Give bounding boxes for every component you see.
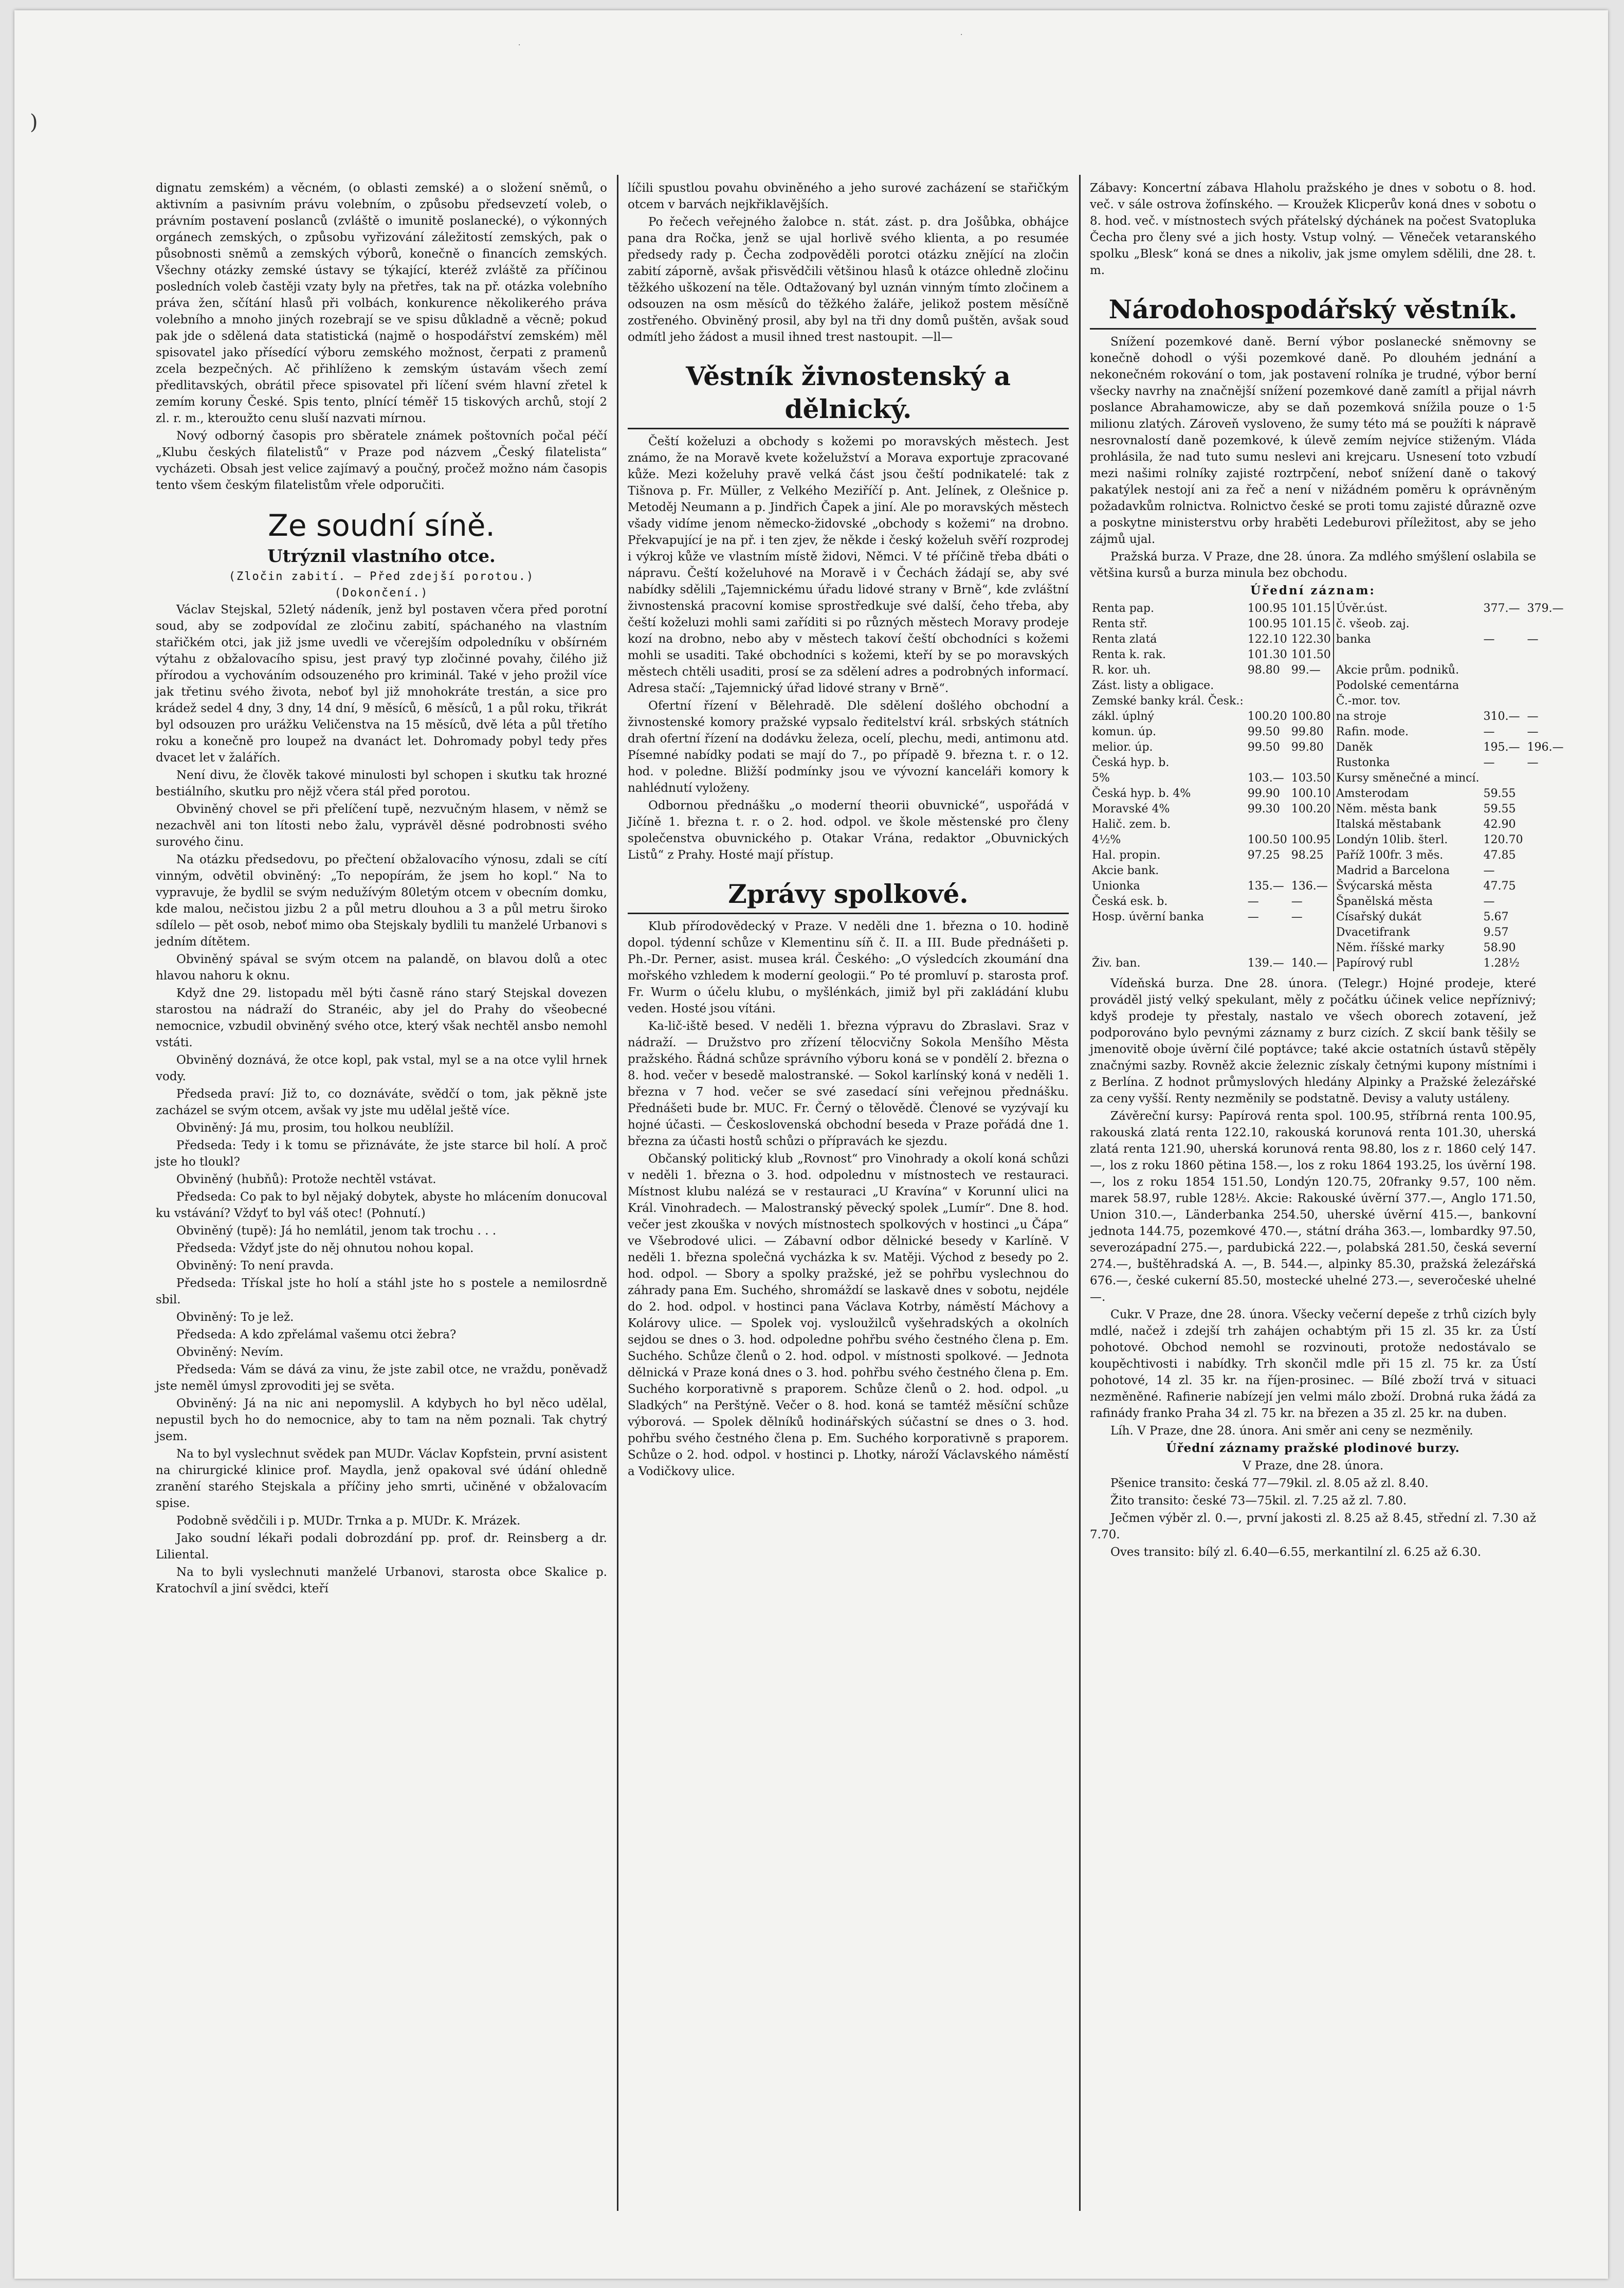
rates-cell [1525, 925, 1566, 940]
column-1 [156, 180, 607, 2226]
paragraph: Obviněný (hubňů): Protože nechtěl vstávat. [176, 1173, 436, 1186]
paragraph: Na to byli vyslechnuti manželé Urbanovi, starosta obce Skalice p. Kratochvíl a jiní svědci, kteří [156, 1566, 607, 1595]
rates-cell: 100.95 [1291, 833, 1331, 846]
paragraph: Předseda praví: Již to, co doznáváte, svědčí o tom, jak pěkně jste zacházel se svým otcem, avšak vy jste mu udělal ještě více. [156, 1087, 607, 1117]
rates-cell [1246, 863, 1289, 879]
rates-row [1090, 647, 1565, 663]
rates-cell: 140.— [1291, 957, 1328, 970]
section-heading: Věstník živnostenský a dělnický. [628, 360, 1069, 429]
rates-row [1090, 910, 1565, 925]
paragraph: Obviněný: Já na nic ani nepomyslil. A kdybych ho byl něco udělal, nepustil bych ho do nemocnice, aby to tam na něm poznali. Tak chytrý jsem. [156, 1397, 607, 1443]
rates-cell [1289, 678, 1334, 694]
paragraph: Čeští koželuzi a obchody s kožemi po moravských městech. Jest známo, že na Moravě kvete koželužství a Morava exportuje zpracované kůže. Mezi koželuhy pravě velká část jsou čeští podnikatelé: tak z Tišnova p. Fr. Müller, z Velkého Meziříčí p. Ant. Jelínek, z Olešnice p. Metoděj Neumann a p. Jindřich Čapek a jiní. Ale po moravských městech všady vidíme jenom německo-židovské „obchody s kožemi“ na drobno. Překvapující je na př. i ten zjev, že někde i český koželuh svěří rozprodej i výkroj kůže ve vlastním místě židovi, Němci. V té příčině třeba dbáti o nápravu. Čeští koželuhové na Moravě i v Čechách žádají se, aby své nabídky sdělili „Tajemnickému úřadu lidové strany v Brně“, kde zvláštní živnostenská pracovní komise sprostředkuje své další, čeho třeba, aby čeští koželuzi mohli sami zaříditi si po různých městech Moravy prodeje kozí na drobno, nebo aby v městech takoví čeští obchodníci s kožemi mohli se usaditi. Také obchodníci s kožemi, kteří by se po moravských městech chtěli usaditi, prosí se za sdělení adres a podrobných informací. Adresa stačí: „Tajemnický úřad lidové strany v Brně“. [628, 435, 1069, 695]
rates-cell: 101.30 [1247, 648, 1287, 661]
rates-cell: 47.75 [1483, 880, 1516, 893]
rates-cell [1525, 817, 1566, 832]
section-heading: Zprávy spolkové. [628, 878, 1069, 914]
rates-cell [1090, 940, 1246, 956]
paragraph: Líh. V Praze, dne 28. února. Ani směr ani ceny se nezměnily. [1110, 1424, 1473, 1438]
rates-cell: 99.80 [1291, 725, 1324, 738]
rates-cell: 99.80 [1291, 741, 1324, 754]
rates-row [1090, 632, 1565, 647]
rates-row [1090, 802, 1565, 817]
rates-cell: 196.— [1527, 741, 1564, 754]
rates-cell: 100.50 [1247, 833, 1287, 846]
rates-cell: Italská městabank [1334, 817, 1482, 832]
rates-cell: — [1527, 710, 1539, 723]
paragraph: Předseda: Vždyť jste do něj ohnutou nohou kopal. [176, 1242, 474, 1255]
rates-cell: Papírový rubl [1334, 956, 1482, 971]
rates-cell: 100.10 [1291, 787, 1331, 800]
article-subtitle: (Zločin zabití. — Před zdejší porotou.) [228, 570, 535, 583]
rates-cell [1525, 802, 1566, 817]
rates-cell [1482, 616, 1525, 632]
rates-cell: Úvěr.úst. [1334, 601, 1482, 616]
rates-cell: 59.55 [1483, 787, 1516, 800]
rates-cell: 5.67 [1483, 911, 1509, 923]
rates-cell: Zemské banky král. Česk.: [1092, 695, 1244, 707]
rates-cell: Daněk [1334, 740, 1482, 755]
rates-cell [1289, 863, 1334, 879]
paragraph: Jako soudní lékaři podali dobrozdání pp. prof. dr. Reinsberg a dr. Liliental. [156, 1532, 607, 1561]
rates-row [1090, 894, 1565, 910]
rates-cell: Španělská města [1334, 894, 1482, 910]
rates-cell [1246, 694, 1289, 709]
rates-cell: 122.30 [1291, 633, 1331, 646]
rates-cell: — [1483, 633, 1495, 646]
rates-cell: 122.10 [1247, 633, 1287, 646]
rates-cell: — [1483, 756, 1495, 769]
rates-cell [1525, 678, 1566, 694]
rates-cell [1525, 771, 1566, 786]
rates-row [1090, 678, 1565, 694]
paragraph: Ofertní řízení v Bělehradě. Dle sdělení došlého obchodní a živnostenské komory pražské vypsalo ředitelství král. srbských státních drah ofertní řízení na dodávku železa, ocelí, plechu, medi, antimonu atd. Písemné nabídky podati se mají do 7., po případě 9. března t. r. o 12. hod. v poledne. Bližší podmínky jsou ve vývozní kanceláři komory k nahlédnutí vyloženy. [628, 699, 1069, 795]
paragraph: Není divu, že člověk takové minulosti byl schopen i skutku tak hrozné bestiálního, skutku pro nějž včera stál před porotou. [156, 769, 607, 798]
rates-cell: Kursy směnečné a mincí. [1334, 771, 1482, 786]
rates-cell: — [1527, 633, 1539, 646]
article-note: (Dokončení.) [334, 587, 429, 600]
rates-cell: 47.85 [1483, 849, 1516, 862]
rates-row [1090, 786, 1565, 802]
rates-cell: Zást. listy a obligace. [1092, 679, 1214, 692]
rates-row [1090, 755, 1565, 771]
rates-cell: Živ. ban. [1092, 957, 1141, 970]
paragraph: dignatu zemském) a věcném, (o oblasti zemské) a o složení sněmů, o aktivním a pasivním právu volebním, o způsobu předsevzetí voleb, o právním postavení poslanců (zvláště o imunitě poslanecké), o výkonných orgánech zemských, o způsobu vyřizování záležitostí zemských, pak o působnosti sněmů a zemských výborů, konečně o financích zemských. Všechny otázky zemské ústavy se týkající, kteréž zvláště za příčinou posledních voleb častěji vzaty byly na přetřes, tak na př. otázka volebního práva žen, sčítání hlasů při volbách, konkurence několikerého práva volebního a mnoho jiných rozebrají se ve spisu důkladně a věcně; pokud pak jde o sdělená data statistická (najmě o hospodářství zemském) měl spisovatel jako přísedící výboru zemského možnost, čerpati z pramenů zcela bezpečných. Ač přihlíženo k zemským ústavám všech zemí předlitavských, obrátil přece spisovatel při líčení svém hlavní zřetel k zemím koruny České. Spis tento, plnící téměř 15 tiskových archů, stojí 2 zl. r. m., kteroužto cenu sluší nazvati mírnou. [156, 181, 607, 425]
rates-cell: 58.90 [1483, 941, 1516, 954]
paragraph: Předseda: Co pak to byl nějaký dobytek, abyste ho mlácením donucoval ku vstávání? Vždyť to byl váš otec! (Pohnutí.) [156, 1190, 607, 1220]
rates-cell [1334, 647, 1482, 663]
rates-cell: Renta pap. [1092, 602, 1154, 615]
paragraph: Předseda: Tedy i k tomu se přiznáváte, že jste starce bil holí. A proč jste ho tloukl? [156, 1139, 607, 1169]
paragraph: Na otázku předsedovu, po přečtení obžalovacího výnosu, zdali se cítí vinným, odvětil obviněný: „To nepopírám, že jsem ho kopl.“ Na to vypravuje, že bydlil se svým nedužívým 80letým otcem v obecním domku, kde malou, nečistou jizbu 2 a půl metru dlouhou a 3 a půl metru široko sdílelo — pět osob, neboť mimo oba Stejskaly bydlili tu manželé Urbanovi s jedním dítětem. [156, 853, 607, 949]
rates-cell: 120.70 [1483, 833, 1523, 846]
rates-cell: 99.50 [1247, 725, 1280, 738]
rates-cell: 9.57 [1483, 926, 1509, 939]
rates-row [1090, 863, 1565, 879]
rates-cell [1482, 663, 1525, 678]
paragraph: Předseda: Vám se dává za vinu, že jste zabil otce, ne vraždu, poněvadž jste neměl úmysl zprovoditi jej se světa. [156, 1363, 607, 1393]
paragraph: Cukr. V Praze, dne 28. února. Všecky večerní depeše z trhů cizích byly mdlé, načež i zdejší trh zahájen ochabtým při 15 zl. 35 kr. za Ústí pohotové. Obchod nemohl se rozvinouti, protože nedostávalo se koupěchtivosti i nabídky. Trh skončil mdle při 15 zl. 75 kr. za Ústí pohotové, 14 zl. 35 kr. na říjen-prosinec. — Bílé zboží trvá v situaci nezměněné. Rafinerie nabízejí jen velmi málo zboží. Drobná ruka žádá za rafinády franko Praha 34 zl. 75 kr. na březen a 35 zl. 25 kr. na duben. [1090, 1308, 1536, 1420]
paragraph: Obviněný spával se svým otcem na palandě, on blavou dolů a otec hlavou nahoru k oknu. [156, 953, 607, 983]
rates-cell: 101.15 [1291, 602, 1331, 615]
paragraph: Obviněný: Já mu, prosim, tou holkou neublížil. [176, 1121, 454, 1135]
newspaper-page [14, 10, 1608, 2279]
rates-cell: Císařský dukát [1334, 910, 1482, 925]
rates-cell [1525, 832, 1566, 848]
rates-row [1090, 663, 1565, 678]
paragraph: Nový odborný časopis pro sběratele známek poštovních počal péčí „Klubu českých filatelistů“ v Praze pod názvem „Český filatelista“ vycházeti. Obsah jest velice zajímavý a poučný, pročež možno nám časopis tento všem českým filatelistům vřele odporučiti. [156, 429, 607, 492]
rates-cell: 100.20 [1247, 710, 1287, 723]
rates-cell: Švýcarská města [1334, 879, 1482, 894]
rates-cell [1525, 848, 1566, 863]
rates-cell: 101.50 [1291, 648, 1331, 661]
rates-cell: 98.80 [1247, 664, 1280, 677]
rates-cell: 42.90 [1483, 818, 1516, 831]
rates-cell [1525, 694, 1566, 709]
rates-cell: Dvacetifrank [1334, 925, 1482, 940]
column-3 [1090, 180, 1564, 2226]
rates-cell [1246, 678, 1289, 694]
paragraph: Václav Stejskal, 52letý nádeník, jenž byl postaven včera před porotní soud, aby se zodpovídal ze zločinu zabití, spáchaného na vlastním stařičkém otci, jak již jsme uvedli ve včerejším odpoledníku v obšírném výtahu z obžalovacího spisu, jest pravý typ zločinné povahy, čilého již přírodou a vychováním odsouzeného pro kriminál. Také v jeho prožil více jak třetinu svého života, neboť byl již mnohokráte trestán, a sice pro krádež sedel 4 dny, 3 dny, 14 dní, 9 měsíců, 6 měsíců, 1 a půl roku, třikrát byl odsouzen pro urážku Veličenstva na 15 měsíců, dvě léta a půl třetího roku a konečně pro loupež na dvanáct let. Dohromady pobyl tedy přes dvacet let v žalářích. [156, 603, 607, 765]
rates-cell [1525, 786, 1566, 802]
rates-cell: 4½% [1092, 833, 1121, 846]
rates-row [1090, 940, 1565, 956]
rates-table [1090, 601, 1565, 971]
rates-cell [1482, 678, 1525, 694]
rates-cell [1246, 817, 1289, 832]
market-line: Pšenice transito: česká 77—79kil. zl. 8.05 až zl. 8.40. [1110, 1477, 1429, 1490]
speck: · [960, 31, 963, 39]
market-line: Ječmen výběr zl. 0.—, první jakosti zl. 8.25 až 8.45, střední zl. 7.30 až 7.70. [1090, 1512, 1536, 1541]
rates-cell: 100.95 [1247, 618, 1287, 630]
paragraph: Obviněný: To není pravda. [176, 1259, 334, 1273]
rates-cell [1246, 940, 1289, 956]
rates-cell: Renta zlatá [1092, 633, 1157, 646]
rates-cell [1289, 694, 1334, 709]
rates-cell: na stroje [1334, 709, 1482, 724]
rates-cell: 100.20 [1291, 803, 1331, 815]
rates-row [1090, 694, 1565, 709]
rates-cell: 97.25 [1247, 849, 1280, 862]
market-date: V Praze, dne 28. února. [1242, 1459, 1384, 1473]
rates-cell [1246, 755, 1289, 771]
paragraph: Klub přírodovědecký v Praze. V neděli dne 1. března o 10. hodině dopol. týdenní schůze v Klementinu síň č. II. a III. Bude přednášeti p. Ph.-Dr. Perner, asist. musea král. Českého: „O výsledcích zkoumání dna mořského vzhledem k moderní geologii.“ Po té promluví p. starosta prof. Fr. Wurm o účelu klubu, o myšlénkách, jimiž byl při zakládání klubu veden. Hosté jsou vítáni. [628, 920, 1069, 1015]
rates-cell: Něm. říšské marky [1334, 940, 1482, 956]
speck: · [518, 41, 521, 49]
rates-cell: Č.-mor. tov. [1334, 694, 1482, 709]
rates-cell: 103.50 [1291, 772, 1331, 785]
rates-cell: Londýn 10lib. šterl. [1334, 832, 1482, 848]
paragraph: Obviněný (tupě): Já ho nemlátil, jenom tak trochu . . . [176, 1224, 497, 1238]
rates-cell [1525, 616, 1566, 632]
rates-row [1090, 601, 1565, 616]
paragraph: Po řečech veřejného žalobce n. stát. zást. p. dra Jošůbka, obhájce pana dra Ročka, jenž se ujal horlivě svého klienta, a po resumée předsedy rady p. Čecha zodpověděli porotci otázku znějící na zločin zabití záporně, avšak přisvědčili většinou hlasů k otázce ohledně zločinu těžkého uškození na těle. Odtažovaný byl uznán vinným tímto zločinem a odsouzen na osm měsíců do těžkého žaláře, jelikož postem měsíčně zostřeného. Obviněný prosil, aby byl na tři dny domů puštěn, avšak soud odmítl jeho žádost a musil ihned trest nastoupit. —ll— [628, 215, 1069, 344]
rates-cell: 99.— [1291, 664, 1321, 677]
column-2 [628, 180, 1069, 2226]
rates-cell: Něm. města bank [1334, 802, 1482, 817]
rates-cell: 379.— [1527, 602, 1564, 615]
rates-cell: Akcie prům. podniků. [1334, 663, 1482, 678]
rates-cell: Renta k. rak. [1092, 648, 1166, 661]
rates-cell: Rustonka [1334, 755, 1482, 771]
market-heading: Úřední záznamy pražské plodinové burzy. [1166, 1441, 1460, 1455]
rates-row [1090, 925, 1565, 940]
paragraph: Předseda: Třískal jste ho holí a stáhl jste ho s postele a nemilosrdně sbil. [156, 1277, 607, 1306]
rates-cell [1289, 925, 1334, 940]
rates-cell: 377.— [1483, 602, 1520, 615]
paragraph: Ka-lič-iště besed. V neděli 1. března výpravu do Zbraslavi. Sraz v nádraží. — Družstvo pro zřízení tělocvičny Sokola Menšího Města pražského. Řádná schůze správního výboru koná se v pondělí 2. března o 8. hod. večer v besedě malostranské. — Sokol karlínský koná v neděli 1. března v 7 hod. večer se své zasedací síni veřejnou přednášku. Přednášeti bude br. MUC. Fr. Černý o tělovědě. Členové se vyzývají ku hojné účasti. — Československá obchodní beseda v Praze pořádá dne 1. března za účasti hostů schůzi o přípravách ke sjezdu. [628, 1020, 1069, 1148]
rates-row [1090, 724, 1565, 740]
rates-cell: 139.— [1247, 957, 1284, 970]
rates-cell: 98.25 [1291, 849, 1324, 862]
rates-cell [1525, 956, 1566, 971]
rates-cell: 310.— [1483, 710, 1520, 723]
paragraph: Závěreční kursy: Papírová renta spol. 100.95, stříbrná renta 100.95, rakouská zlatá renta 122.10, rakouská korunová renta 101.30, uherská zlatá renta 121.90, uherská korunová renta 98.80, los z r. 1860 celý 147.—, los z roku 1860 pětina 158.—, los z roku 1864 193.25, los úvěrní 198.—, los z roku 1854 151.50, Londýn 120.75, 20franky 9.57, 100 něm. marek 58.97, ruble 128½. Akcie: Rakouské úvěrní 377.—, Anglo 171.50, Union 310.—, Länderbanka 254.50, uherské úvěrní 415.—, bankovní jednota 144.75, pozemkové 470.—, státní dráha 363.—, lombardky 97.50, severozápadní 275.—, pardubická 222.—, polabská 281.50, česká severní 274.—, buštěhradská A. —, B. 544.—, alpinky 85.30, pražská železářská 676.—, české cukerní 85.50, mostecké uhelné 273.—, severočeské uhelné —. [1090, 1110, 1536, 1304]
rates-cell: 136.— [1291, 880, 1328, 893]
rates-cell: komun. úp. [1092, 725, 1157, 738]
rates-cell: 99.30 [1247, 803, 1280, 815]
article-title: Utrýznil vlastního otce. [267, 546, 496, 567]
rates-cell: Renta stř. [1092, 618, 1147, 630]
rates-cell: 99.90 [1247, 787, 1280, 800]
rates-cell: Akcie bank. [1092, 864, 1159, 877]
rates-cell: Unionka [1092, 880, 1140, 893]
rates-cell [1289, 940, 1334, 956]
rates-cell: — [1483, 895, 1495, 908]
rates-table-heading: Úřední záznam: [1250, 584, 1376, 597]
rates-cell [1090, 925, 1246, 940]
paragraph: Když dne 29. listopadu měl býti časně ráno starý Stejskal dovezen starostou na nádraží do Stranéic, aby jel do Prahy do všeobecné nemocnice, vzbudil obviněný svého otce, který však nechtěl ansbo nemohl vstáti. [156, 987, 607, 1049]
rates-row [1090, 616, 1565, 632]
rates-row [1090, 817, 1565, 832]
rates-cell: banka [1334, 632, 1482, 647]
rates-row [1090, 956, 1565, 971]
rates-cell: Madrid a Barcelona [1334, 863, 1482, 879]
rates-row [1090, 848, 1565, 863]
rates-cell: Česká hyp. b. [1092, 756, 1170, 769]
rates-cell: Hosp. úvěrní banka [1092, 911, 1204, 923]
rates-cell: — [1483, 725, 1495, 738]
rates-cell: Amsterodam [1334, 786, 1482, 802]
rates-cell [1525, 863, 1566, 879]
rates-cell: — [1527, 756, 1539, 769]
rates-cell: 100.80 [1291, 710, 1331, 723]
paragraph: Zábavy: Koncertní zábava Hlaholu pražského je dnes v sobotu o 8. hod. več. v sále ostrova žofínského. — Kroužek Klicperův koná dnes v sobotu o 8. hod. več. v místnostech svých přátelský dýchánek na počest Svatopluka Čecha pro členy své a jich hosty. Vstup volný. — Věneček vetaranského spolku „Blesk“ koná se dnes a nikoliv, jak jsme omylem sdělili, dne 28. t. m. [1090, 181, 1536, 277]
rates-cell: č. všeob. zaj. [1334, 616, 1482, 632]
rates-cell: — [1527, 725, 1539, 738]
rates-cell: 5% [1092, 772, 1110, 785]
rates-cell: — [1483, 864, 1495, 877]
rates-row [1090, 832, 1565, 848]
rates-cell: Paříž 100fr. 3 měs. [1334, 848, 1482, 863]
section-heading: Národohospodářský věstník. [1090, 293, 1536, 330]
margin-mark: ) [30, 111, 38, 134]
rates-cell [1525, 663, 1566, 678]
paragraph: Podobně svědčili i p. MUDr. Trnka a p. MUDr. K. Mrázek. [176, 1514, 521, 1528]
paragraph: Odbornou přednášku „o moderní theorii obuvnické“, uspořádá v Jičíně 1. března t. r. o 2. hod. odpol. ve škole městenské pro členy společenstva obuvnického p. Otakar Vrána, redaktor „Obuvnických Listů“ z Prahy. Hosté mají přístup. [628, 799, 1069, 862]
rates-cell: — [1247, 895, 1259, 908]
paragraph: Na to byl vyslechnut svědek pan MUDr. Václav Kopfstein, první asistent na chirurgické klinice prof. Maydla, jenž opakoval své údání ohledně zranění starého Stejskala a příčiny jeho smrti, učiněné v obžalovacím spise. [156, 1447, 607, 1510]
rates-cell: 99.50 [1247, 741, 1280, 754]
column-rule [617, 175, 618, 2211]
rates-cell: melior. úp. [1092, 741, 1153, 754]
rates-cell: zákl. úplný [1092, 710, 1154, 723]
paragraph: Občanský politický klub „Rovnost“ pro Vinohrady a okolí koná schůzi v neděli 1. března o 3. hod. odpolednu v místnostech ve restauraci. Místnost klubu nalézá se v restauraci „U Kravína“ v Korunní ulici na Král. Vinohradech. — Malostranský pěvecký spolek „Lumír“. Dne 8. hod. večer jest zkouška v nových místnostech spolkových v hostinci „u Čápa“ ve Všebrodové ulici. — Zábavní odbor dělnické besedy v Karlíně. V neděli 1. března společná vycházka k sv. Matěji. Východ z besedy po 2. hod. odpol. — Sbory a spolky pražské, jež se pohřbu vyslechnou do záhrady pana Em. Suchého, shromáždí se laskavě dnes v sobotu, nejdéle do 2. hod. odpol. v hostinci pana Václava Kotrby, náměstí Máchovy a Kolárovy ulice. — Spolek voj. vysloužilců vyšehradských a okolních sejdou se dnes o 3. hod. odpoledne pohřbu svého čestného člena p. Em. Suchého. Schůze členů o 2. hod. odpol. v místnosti spolkové. — Jednota dělnická v Praze koná dnes o 3. hod. pohřbu svého čestného člena p. Em. Suchého korporativně s praporem. Schůze členů o 2. hod. odpol. „u Sladkých“ na Perštýně. Večer o 8. hod. koná se tamtéž měsíční schůze výborová. — Spolek dělníků hodinářských súčastní se dnes o 3. hod. pohřbu svého čestného člena p. Em. Suchého korporativně s praporem. Schůze o 2. hod. odpol. v hostinci p. Lhotky, nároží Václavského náměstí a Vodičkovy ulice. [628, 1152, 1069, 1478]
rates-cell [1525, 647, 1566, 663]
rates-cell [1482, 771, 1525, 786]
rates-cell: 1.28½ [1483, 957, 1520, 970]
rates-cell: R. kor. uh. [1092, 664, 1151, 677]
rates-cell: — [1247, 911, 1259, 923]
paragraph: líčili spustlou povahu obviněného a jeho surové zacházení se stařičkým otcem v barvách nejkřiklavějších. [628, 181, 1069, 211]
rates-row [1090, 740, 1565, 755]
market-line: Oves transito: bílý zl. 6.40—6.55, merkantilní zl. 6.25 až 6.30. [1110, 1546, 1482, 1559]
rates-cell: — [1291, 911, 1303, 923]
paragraph: Obviněný chovel se při přelíčení tupě, nezvučným hlasem, v němž se nezachvěl ani ton lítosti nebo žalu, vyprávěl děsné podrobnosti svého surového činu. [156, 803, 607, 849]
rates-cell: — [1291, 895, 1303, 908]
market-line: Žito transito: české 73—75kil. zl. 7.25 až zl. 7.80. [1110, 1494, 1407, 1508]
rates-cell: Halič. zem. b. [1092, 818, 1171, 831]
rates-cell [1525, 894, 1566, 910]
paragraph: Snížení pozemkové daně. Berní výbor poslanecké sněmovny se konečně dohodl o výši pozemkové daně. Po dlouhém jednání a nekonečném rokování o tom, jak postavení rolníka je trudné, výbor berní všecky navrhy na značnější snížení pozemkové daně zamítl a přijal návrh poslance Abrahamowicze, aby se daň pozemková snížila pouze o 1·5 milionu zlatých. Zároveň vysloveno, že sumy této má se použíti k nápravě nesrovnalostí daně pozemkové, k úlevě zemím nejvíce stiženým. Vláda prohlásila, že nad tuto sumu neslevi ani krejcaru. Usnesení toto vzbudí mezi našimi rolníky zajisté roztrpčení, neboť snížení daně o takový pakatýlek nestojí ani za řeč a není v nižádném poměru k oprávněným požadavkům rolnictva. Rolnictvo české se proti tomu zajisté důrazně ozve a poskytne ministerstvu orby hraběti Ledeburovi příležitost, aby se jeho zájmů ujal. [1090, 335, 1536, 546]
rates-cell [1246, 925, 1289, 940]
rates-cell [1482, 647, 1525, 663]
rates-cell: 59.55 [1483, 803, 1516, 815]
rates-cell: 101.15 [1291, 618, 1331, 630]
paragraph: Předseda: A kdo zpřelámal vašemu otci žebra? [176, 1328, 457, 1341]
rates-cell [1289, 817, 1334, 832]
rates-cell [1525, 910, 1566, 925]
rates-cell: Hal. propin. [1092, 849, 1161, 862]
rates-cell: Česká esk. b. [1092, 895, 1168, 908]
rates-cell: 135.— [1247, 880, 1284, 893]
paragraph: Vídeňská burza. Dne 28. února. (Telegr.) Hojné prodeje, které prováděl jistý velký spekulant, měly z počátku účinek velice nepříznivý; kdyš prodeje ty přestaly, nastalo ve všech oborech zotavení, jež podporováno bylo pevnými záznamy z burz cizích. Z skcií bank těšily se jmenovitě oboje úvěrní čilé poptávce; také akcie ostatních ústavů stěpěly značnými sazby. Rovněž akcie železnic získaly četnými kupony místními i z Berlína. Z hodnot průmyslových hledány Alpinky a Pražské železářské za ceny vyšší. Renty nezměnily se podstatně. Devisy a valuty ustáleny. [1090, 977, 1536, 1105]
rates-cell: Moravské 4% [1092, 803, 1170, 815]
paragraph: Obviněný: To je lež. [176, 1311, 294, 1324]
rates-cell [1525, 940, 1566, 956]
rates-cell: 100.95 [1247, 602, 1287, 615]
rates-cell: 195.— [1483, 741, 1520, 754]
rates-cell: Rafin. mode. [1334, 724, 1482, 740]
column-rule [1079, 175, 1081, 2211]
rates-cell: 103.— [1247, 772, 1284, 785]
rates-cell: Česká hyp. b. 4% [1092, 787, 1191, 800]
rates-cell [1289, 755, 1334, 771]
section-heading: Ze soudní síně. [268, 508, 495, 543]
rates-cell [1525, 879, 1566, 894]
rates-row [1090, 709, 1565, 724]
rates-row [1090, 771, 1565, 786]
paragraph: Obviněný doznává, že otce kopl, pak vstal, myl se a na otce vylil hrnek vody. [156, 1054, 607, 1083]
paragraph: Pražská burza. V Praze, dne 28. února. Za mdlého smýšlení oslabila se většina kursů a burza minula bez obchodu. [1090, 550, 1536, 580]
rates-cell [1482, 694, 1525, 709]
rates-cell: Podolské cementárna [1334, 678, 1482, 694]
paragraph: Obviněný: Nevím. [176, 1346, 284, 1359]
rates-row [1090, 879, 1565, 894]
